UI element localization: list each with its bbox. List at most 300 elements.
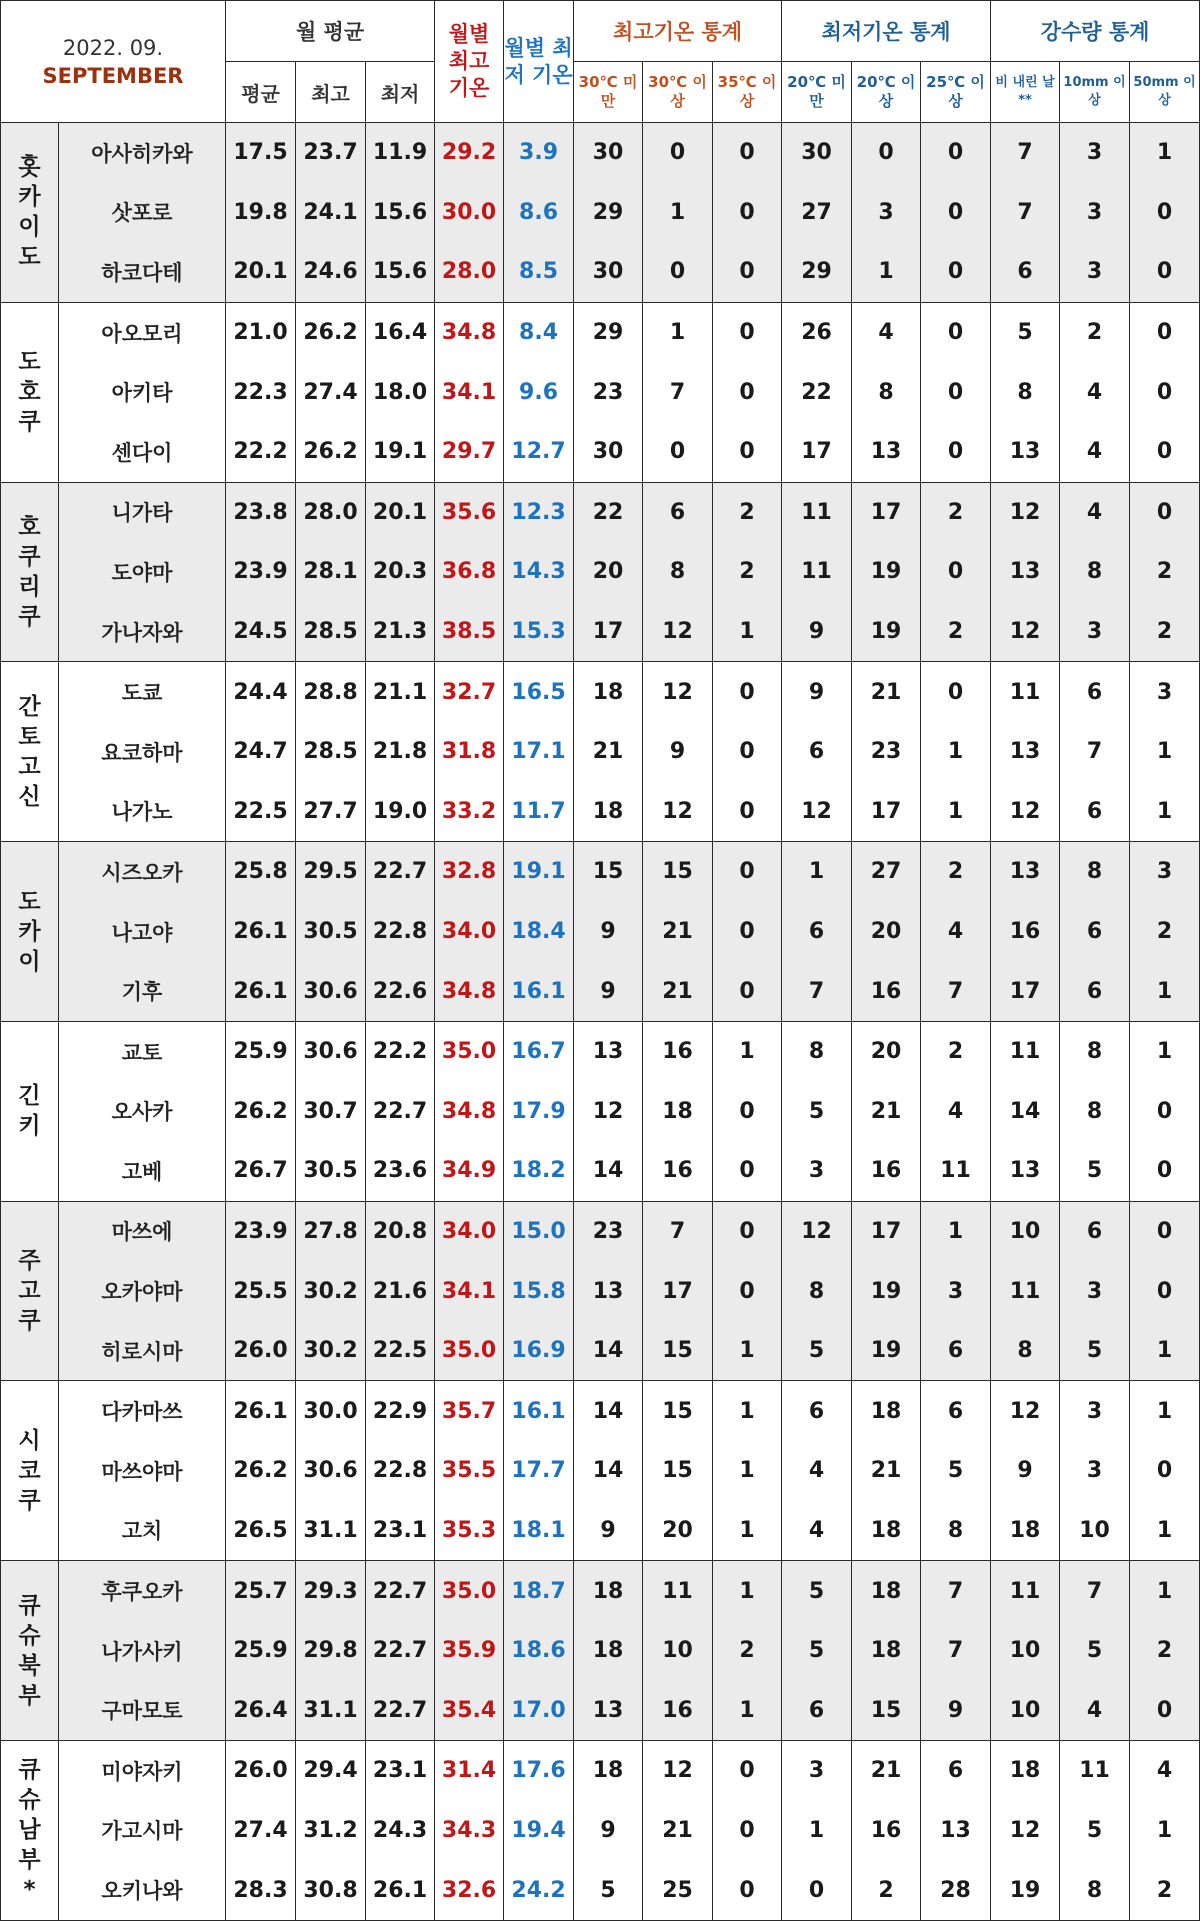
cell-high: 29.8 xyxy=(296,1621,366,1681)
cell-monthly-max: 30.0 xyxy=(435,183,504,243)
cell-high: 31.1 xyxy=(296,1680,366,1740)
cell-monthly-max: 35.4 xyxy=(435,1680,504,1740)
cell-monthly-min: 8.6 xyxy=(504,183,574,243)
cell-max-under-30: 9 xyxy=(574,902,643,962)
monthly-min-temp-header: 월별 최저 기온 xyxy=(504,1,574,123)
cell-high: 31.2 xyxy=(296,1801,366,1861)
cell-monthly-min: 8.4 xyxy=(504,302,574,362)
table-row xyxy=(1,1201,1200,1261)
cell-rain-over-50mm: 1 xyxy=(1130,961,1200,1021)
cell-monthly-min: 17.6 xyxy=(504,1741,574,1801)
table-row xyxy=(1,242,1200,302)
cell-max-over-35: 1 xyxy=(713,1441,782,1501)
cell-max-under-30: 30 xyxy=(574,242,643,302)
col-low: 최저 xyxy=(366,62,435,123)
cell-monthly-max: 29.7 xyxy=(435,422,504,482)
cell-min-under-20: 1 xyxy=(782,1801,852,1861)
cell-min-over-20: 20 xyxy=(852,902,921,962)
cell-rain-days: 19 xyxy=(991,1860,1060,1920)
cell-rain-over-50mm: 0 xyxy=(1130,1441,1200,1501)
cell-rain-days: 18 xyxy=(991,1741,1060,1801)
cell-monthly-min: 16.1 xyxy=(504,961,574,1021)
cell-min-over-20: 27 xyxy=(852,842,921,902)
cell-low: 22.8 xyxy=(366,1441,435,1501)
cell-rain-days: 13 xyxy=(991,542,1060,602)
cell-max-under-30: 14 xyxy=(574,1381,643,1441)
cell-high: 24.6 xyxy=(296,242,366,302)
table-corner-date xyxy=(1,1,226,123)
cell-avg: 21.0 xyxy=(226,302,296,362)
city-name: 다카마쓰 xyxy=(59,1381,226,1441)
cell-high: 30.6 xyxy=(296,961,366,1021)
cell-max-over-35: 0 xyxy=(713,902,782,962)
cell-max-over-30: 21 xyxy=(643,1801,713,1861)
cell-low: 15.6 xyxy=(366,242,435,302)
city-name: 히로시마 xyxy=(59,1321,226,1381)
col-max-over-30: 30℃ 이상 xyxy=(643,62,713,123)
cell-min-over-25: 2 xyxy=(921,482,991,542)
cell-min-over-25: 0 xyxy=(921,183,991,243)
cell-min-over-20: 19 xyxy=(852,602,921,662)
cell-high: 30.5 xyxy=(296,902,366,962)
cell-max-over-30: 12 xyxy=(643,662,713,722)
cell-avg: 22.2 xyxy=(226,422,296,482)
cell-min-over-25: 4 xyxy=(921,902,991,962)
cell-avg: 23.9 xyxy=(226,1201,296,1261)
cell-low: 23.6 xyxy=(366,1141,435,1201)
table-row xyxy=(1,123,1200,183)
cell-rain-over-50mm: 1 xyxy=(1130,123,1200,183)
cell-monthly-max: 38.5 xyxy=(435,602,504,662)
cell-rain-days: 13 xyxy=(991,722,1060,782)
cell-monthly-min: 9.6 xyxy=(504,362,574,422)
cell-min-over-25: 4 xyxy=(921,1082,991,1142)
region-label xyxy=(1,1381,59,1561)
cell-monthly-max: 35.9 xyxy=(435,1621,504,1681)
table-row xyxy=(1,842,1200,902)
cell-min-over-25: 28 xyxy=(921,1860,991,1920)
cell-min-over-25: 2 xyxy=(921,602,991,662)
cell-rain-days: 6 xyxy=(991,242,1060,302)
city-name: 교토 xyxy=(59,1021,226,1081)
table-row xyxy=(1,183,1200,243)
cell-max-over-30: 21 xyxy=(643,902,713,962)
cell-monthly-min: 24.2 xyxy=(504,1860,574,1920)
cell-rain-days: 12 xyxy=(991,602,1060,662)
cell-min-over-25: 13 xyxy=(921,1801,991,1861)
cell-rain-over-50mm: 2 xyxy=(1130,902,1200,962)
cell-max-over-35: 0 xyxy=(713,302,782,362)
cell-min-over-20: 20 xyxy=(852,1021,921,1081)
cell-min-under-20: 26 xyxy=(782,302,852,362)
cell-min-under-20: 7 xyxy=(782,961,852,1021)
cell-max-over-35: 1 xyxy=(713,1680,782,1740)
cell-avg: 22.5 xyxy=(226,782,296,842)
city-name: 가나자와 xyxy=(59,602,226,662)
cell-max-over-35: 0 xyxy=(713,782,782,842)
table-row xyxy=(1,1261,1200,1321)
cell-rain-over-10mm: 6 xyxy=(1060,902,1130,962)
cell-monthly-max: 34.8 xyxy=(435,961,504,1021)
cell-high: 26.2 xyxy=(296,302,366,362)
cell-max-over-35: 0 xyxy=(713,662,782,722)
cell-max-over-35: 0 xyxy=(713,1082,782,1142)
table-row xyxy=(1,482,1200,542)
col-average: 평균 xyxy=(226,62,296,123)
cell-max-under-30: 14 xyxy=(574,1441,643,1501)
cell-min-over-20: 19 xyxy=(852,1321,921,1381)
cell-rain-over-10mm: 2 xyxy=(1060,302,1130,362)
city-name: 미야자키 xyxy=(59,1741,226,1801)
cell-max-over-30: 20 xyxy=(643,1501,713,1561)
cell-min-under-20: 4 xyxy=(782,1501,852,1561)
region-label xyxy=(1,1561,59,1741)
cell-low: 22.5 xyxy=(366,1321,435,1381)
cell-min-under-20: 6 xyxy=(782,1680,852,1740)
cell-min-over-20: 19 xyxy=(852,542,921,602)
table-row xyxy=(1,1082,1200,1142)
cell-rain-days: 10 xyxy=(991,1680,1060,1740)
cell-monthly-max: 35.5 xyxy=(435,1441,504,1501)
cell-rain-over-10mm: 3 xyxy=(1060,123,1130,183)
cell-min-over-20: 21 xyxy=(852,1741,921,1801)
cell-avg: 25.5 xyxy=(226,1261,296,1321)
max-temp-stats-header: 최고기온 통계 xyxy=(574,1,782,62)
cell-monthly-max: 33.2 xyxy=(435,782,504,842)
cell-min-under-20: 1 xyxy=(782,842,852,902)
cell-high: 28.1 xyxy=(296,542,366,602)
city-name: 센다이 xyxy=(59,422,226,482)
cell-max-over-35: 0 xyxy=(713,722,782,782)
cell-max-under-30: 23 xyxy=(574,1201,643,1261)
city-name: 나가사키 xyxy=(59,1621,226,1681)
cell-avg: 26.2 xyxy=(226,1082,296,1142)
cell-min-over-20: 16 xyxy=(852,1141,921,1201)
cell-max-over-30: 0 xyxy=(643,422,713,482)
col-max-under-30: 30℃ 미만 xyxy=(574,62,643,123)
cell-monthly-min: 17.0 xyxy=(504,1680,574,1740)
cell-rain-days: 11 xyxy=(991,1561,1060,1621)
cell-rain-over-10mm: 11 xyxy=(1060,1741,1130,1801)
cell-min-under-20: 9 xyxy=(782,662,852,722)
cell-min-under-20: 5 xyxy=(782,1321,852,1381)
cell-monthly-max: 34.1 xyxy=(435,1261,504,1321)
cell-avg: 20.1 xyxy=(226,242,296,302)
cell-low: 22.8 xyxy=(366,902,435,962)
cell-low: 19.0 xyxy=(366,782,435,842)
region-label xyxy=(1,1021,59,1201)
cell-rain-over-10mm: 3 xyxy=(1060,1441,1130,1501)
cell-high: 27.4 xyxy=(296,362,366,422)
cell-rain-over-10mm: 3 xyxy=(1060,1381,1130,1441)
cell-max-over-30: 12 xyxy=(643,602,713,662)
cell-monthly-min: 16.1 xyxy=(504,1381,574,1441)
cell-min-under-20: 27 xyxy=(782,183,852,243)
cell-low: 22.7 xyxy=(366,1561,435,1621)
cell-monthly-max: 35.0 xyxy=(435,1561,504,1621)
col-min-over-25: 25℃ 이상 xyxy=(921,62,991,123)
cell-rain-days: 11 xyxy=(991,1021,1060,1081)
cell-monthly-max: 31.4 xyxy=(435,1741,504,1801)
cell-max-over-35: 0 xyxy=(713,183,782,243)
cell-high: 30.8 xyxy=(296,1860,366,1920)
cell-rain-days: 13 xyxy=(991,1141,1060,1201)
table-row xyxy=(1,362,1200,422)
city-name: 마쓰야마 xyxy=(59,1441,226,1501)
min-temp-stats-header: 최저기온 통계 xyxy=(782,1,991,62)
cell-min-under-20: 6 xyxy=(782,1381,852,1441)
cell-low: 18.0 xyxy=(366,362,435,422)
cell-rain-over-50mm: 3 xyxy=(1130,662,1200,722)
cell-max-over-35: 0 xyxy=(713,362,782,422)
cell-max-over-35: 2 xyxy=(713,482,782,542)
cell-max-over-35: 2 xyxy=(713,542,782,602)
cell-monthly-max: 29.2 xyxy=(435,123,504,183)
cell-max-over-30: 21 xyxy=(643,961,713,1021)
table-row xyxy=(1,1680,1200,1740)
cell-rain-over-50mm: 0 xyxy=(1130,422,1200,482)
cell-avg: 26.1 xyxy=(226,1381,296,1441)
cell-rain-over-10mm: 6 xyxy=(1060,961,1130,1021)
region-name: 주 고 쿠 xyxy=(18,1248,41,1335)
cell-rain-over-10mm: 5 xyxy=(1060,1141,1130,1201)
cell-max-under-30: 15 xyxy=(574,842,643,902)
col-min-under-20: 20℃ 미만 xyxy=(782,62,852,123)
cell-monthly-max: 34.0 xyxy=(435,1201,504,1261)
cell-rain-days: 12 xyxy=(991,482,1060,542)
cell-rain-over-10mm: 7 xyxy=(1060,722,1130,782)
cell-rain-over-50mm: 0 xyxy=(1130,242,1200,302)
cell-monthly-min: 15.0 xyxy=(504,1201,574,1261)
cell-min-under-20: 8 xyxy=(782,1261,852,1321)
cell-rain-over-50mm: 2 xyxy=(1130,1860,1200,1920)
cell-avg: 23.9 xyxy=(226,542,296,602)
region-name: 큐 슈 북 부 xyxy=(18,1592,41,1709)
cell-min-over-25: 3 xyxy=(921,1261,991,1321)
cell-rain-over-50mm: 0 xyxy=(1130,1261,1200,1321)
cell-min-over-25: 7 xyxy=(921,961,991,1021)
cell-min-over-25: 0 xyxy=(921,422,991,482)
cell-monthly-min: 19.4 xyxy=(504,1801,574,1861)
cell-high: 23.7 xyxy=(296,123,366,183)
cell-rain-days: 8 xyxy=(991,362,1060,422)
cell-low: 20.8 xyxy=(366,1201,435,1261)
cell-rain-over-50mm: 1 xyxy=(1130,1021,1200,1081)
table-row xyxy=(1,1561,1200,1621)
table-row xyxy=(1,782,1200,842)
cell-max-over-30: 18 xyxy=(643,1082,713,1142)
cell-high: 28.5 xyxy=(296,602,366,662)
cell-rain-over-10mm: 3 xyxy=(1060,1261,1130,1321)
cell-high: 27.8 xyxy=(296,1201,366,1261)
cell-rain-over-50mm: 0 xyxy=(1130,362,1200,422)
cell-monthly-max: 34.0 xyxy=(435,902,504,962)
cell-rain-days: 11 xyxy=(991,1261,1060,1321)
cell-min-over-20: 21 xyxy=(852,662,921,722)
city-name: 삿포로 xyxy=(59,183,226,243)
cell-low: 19.1 xyxy=(366,422,435,482)
cell-monthly-min: 12.7 xyxy=(504,422,574,482)
cell-min-over-20: 4 xyxy=(852,302,921,362)
city-name: 아사히카와 xyxy=(59,123,226,183)
cell-min-over-25: 0 xyxy=(921,302,991,362)
cell-rain-days: 8 xyxy=(991,1321,1060,1381)
cell-rain-over-10mm: 3 xyxy=(1060,242,1130,302)
cell-monthly-min: 16.9 xyxy=(504,1321,574,1381)
city-name: 오카야마 xyxy=(59,1261,226,1321)
cell-rain-over-10mm: 10 xyxy=(1060,1501,1130,1561)
cell-max-under-30: 29 xyxy=(574,183,643,243)
cell-max-over-30: 17 xyxy=(643,1261,713,1321)
cell-min-under-20: 3 xyxy=(782,1141,852,1201)
cell-max-over-35: 0 xyxy=(713,1261,782,1321)
cell-rain-over-50mm: 0 xyxy=(1130,1680,1200,1740)
cell-min-over-25: 7 xyxy=(921,1621,991,1681)
cell-max-over-30: 6 xyxy=(643,482,713,542)
cell-avg: 28.3 xyxy=(226,1860,296,1920)
cell-max-under-30: 14 xyxy=(574,1141,643,1201)
cell-max-over-35: 0 xyxy=(713,1860,782,1920)
cell-min-under-20: 8 xyxy=(782,1021,852,1081)
cell-rain-days: 18 xyxy=(991,1501,1060,1561)
table-row xyxy=(1,1801,1200,1861)
cell-min-under-20: 17 xyxy=(782,422,852,482)
cell-low: 22.7 xyxy=(366,842,435,902)
region-label xyxy=(1,1741,59,1921)
cell-max-under-30: 30 xyxy=(574,123,643,183)
cell-monthly-max: 32.7 xyxy=(435,662,504,722)
col-min-over-20: 20℃ 이상 xyxy=(852,62,921,123)
cell-high: 30.2 xyxy=(296,1261,366,1321)
cell-max-under-30: 18 xyxy=(574,782,643,842)
cell-rain-over-10mm: 8 xyxy=(1060,842,1130,902)
cell-max-under-30: 29 xyxy=(574,302,643,362)
table-row xyxy=(1,722,1200,782)
cell-max-over-35: 0 xyxy=(713,1801,782,1861)
cell-rain-days: 12 xyxy=(991,782,1060,842)
cell-min-over-20: 17 xyxy=(852,782,921,842)
cell-min-over-25: 2 xyxy=(921,1021,991,1081)
cell-rain-over-50mm: 1 xyxy=(1130,1801,1200,1861)
region-label xyxy=(1,842,59,1022)
cell-avg: 26.1 xyxy=(226,961,296,1021)
cell-min-under-20: 5 xyxy=(782,1082,852,1142)
cell-min-over-20: 21 xyxy=(852,1082,921,1142)
cell-min-over-20: 8 xyxy=(852,362,921,422)
cell-rain-over-50mm: 0 xyxy=(1130,1201,1200,1261)
cell-rain-days: 13 xyxy=(991,842,1060,902)
table-row xyxy=(1,961,1200,1021)
cell-min-over-25: 5 xyxy=(921,1441,991,1501)
table-row xyxy=(1,1741,1200,1801)
cell-avg: 26.4 xyxy=(226,1680,296,1740)
cell-monthly-max: 35.7 xyxy=(435,1381,504,1441)
city-name: 나가노 xyxy=(59,782,226,842)
cell-rain-over-50mm: 4 xyxy=(1130,1741,1200,1801)
cell-monthly-max: 31.8 xyxy=(435,722,504,782)
cell-high: 29.3 xyxy=(296,1561,366,1621)
cell-rain-over-10mm: 5 xyxy=(1060,1801,1130,1861)
cell-low: 21.1 xyxy=(366,662,435,722)
cell-high: 27.7 xyxy=(296,782,366,842)
cell-max-over-30: 0 xyxy=(643,123,713,183)
cell-high: 30.2 xyxy=(296,1321,366,1381)
cell-min-under-20: 6 xyxy=(782,902,852,962)
cell-high: 30.7 xyxy=(296,1082,366,1142)
cell-high: 31.1 xyxy=(296,1501,366,1561)
cell-max-over-35: 2 xyxy=(713,1621,782,1681)
cell-rain-over-10mm: 6 xyxy=(1060,782,1130,842)
cell-high: 30.6 xyxy=(296,1441,366,1501)
cell-max-over-30: 8 xyxy=(643,542,713,602)
cell-rain-days: 12 xyxy=(991,1381,1060,1441)
cell-max-over-30: 9 xyxy=(643,722,713,782)
table-row xyxy=(1,1860,1200,1920)
cell-min-over-20: 18 xyxy=(852,1501,921,1561)
cell-rain-over-10mm: 7 xyxy=(1060,1561,1130,1621)
monthly-max-temp-header: 월별 최고 기온 xyxy=(435,1,504,123)
cell-min-over-25: 1 xyxy=(921,722,991,782)
cell-monthly-min: 12.3 xyxy=(504,482,574,542)
cell-min-under-20: 5 xyxy=(782,1621,852,1681)
region-name: 홋 카 이 도 xyxy=(18,154,41,271)
cell-rain-days: 9 xyxy=(991,1441,1060,1501)
cell-avg: 17.5 xyxy=(226,123,296,183)
cell-max-over-30: 7 xyxy=(643,362,713,422)
cell-rain-over-50mm: 3 xyxy=(1130,842,1200,902)
table-row xyxy=(1,302,1200,362)
cell-rain-over-50mm: 1 xyxy=(1130,1561,1200,1621)
cell-max-over-30: 12 xyxy=(643,1741,713,1801)
cell-low: 20.3 xyxy=(366,542,435,602)
cell-monthly-min: 11.7 xyxy=(504,782,574,842)
cell-monthly-min: 17.1 xyxy=(504,722,574,782)
month-name-label: SEPTEMBER xyxy=(42,63,184,88)
city-name: 아오모리 xyxy=(59,302,226,362)
cell-rain-over-10mm: 4 xyxy=(1060,362,1130,422)
cell-rain-over-50mm: 0 xyxy=(1130,1082,1200,1142)
cell-min-under-20: 11 xyxy=(782,542,852,602)
cell-max-over-30: 15 xyxy=(643,1381,713,1441)
city-name: 고치 xyxy=(59,1501,226,1561)
cell-max-over-35: 1 xyxy=(713,1501,782,1561)
cell-rain-days: 10 xyxy=(991,1621,1060,1681)
cell-rain-over-10mm: 8 xyxy=(1060,1021,1130,1081)
cell-min-under-20: 22 xyxy=(782,362,852,422)
region-name: 큐 슈 남 부 * xyxy=(18,1757,41,1904)
cell-avg: 19.8 xyxy=(226,183,296,243)
cell-max-over-35: 0 xyxy=(713,842,782,902)
cell-min-under-20: 9 xyxy=(782,602,852,662)
city-name: 오키나와 xyxy=(59,1860,226,1920)
cell-max-over-30: 15 xyxy=(643,1321,713,1381)
cell-high: 29.4 xyxy=(296,1741,366,1801)
city-name: 아키타 xyxy=(59,362,226,422)
cell-monthly-max: 34.8 xyxy=(435,1082,504,1142)
city-name: 마쓰에 xyxy=(59,1201,226,1261)
cell-avg: 25.9 xyxy=(226,1621,296,1681)
cell-avg: 25.8 xyxy=(226,842,296,902)
table-row xyxy=(1,542,1200,602)
table-row xyxy=(1,1321,1200,1381)
cell-avg: 26.2 xyxy=(226,1441,296,1501)
region-name: 호 쿠 리 쿠 xyxy=(18,513,41,630)
cell-max-over-30: 15 xyxy=(643,842,713,902)
city-name: 하코다테 xyxy=(59,242,226,302)
cell-max-under-30: 18 xyxy=(574,1561,643,1621)
cell-monthly-max: 32.8 xyxy=(435,842,504,902)
cell-min-under-20: 0 xyxy=(782,1860,852,1920)
